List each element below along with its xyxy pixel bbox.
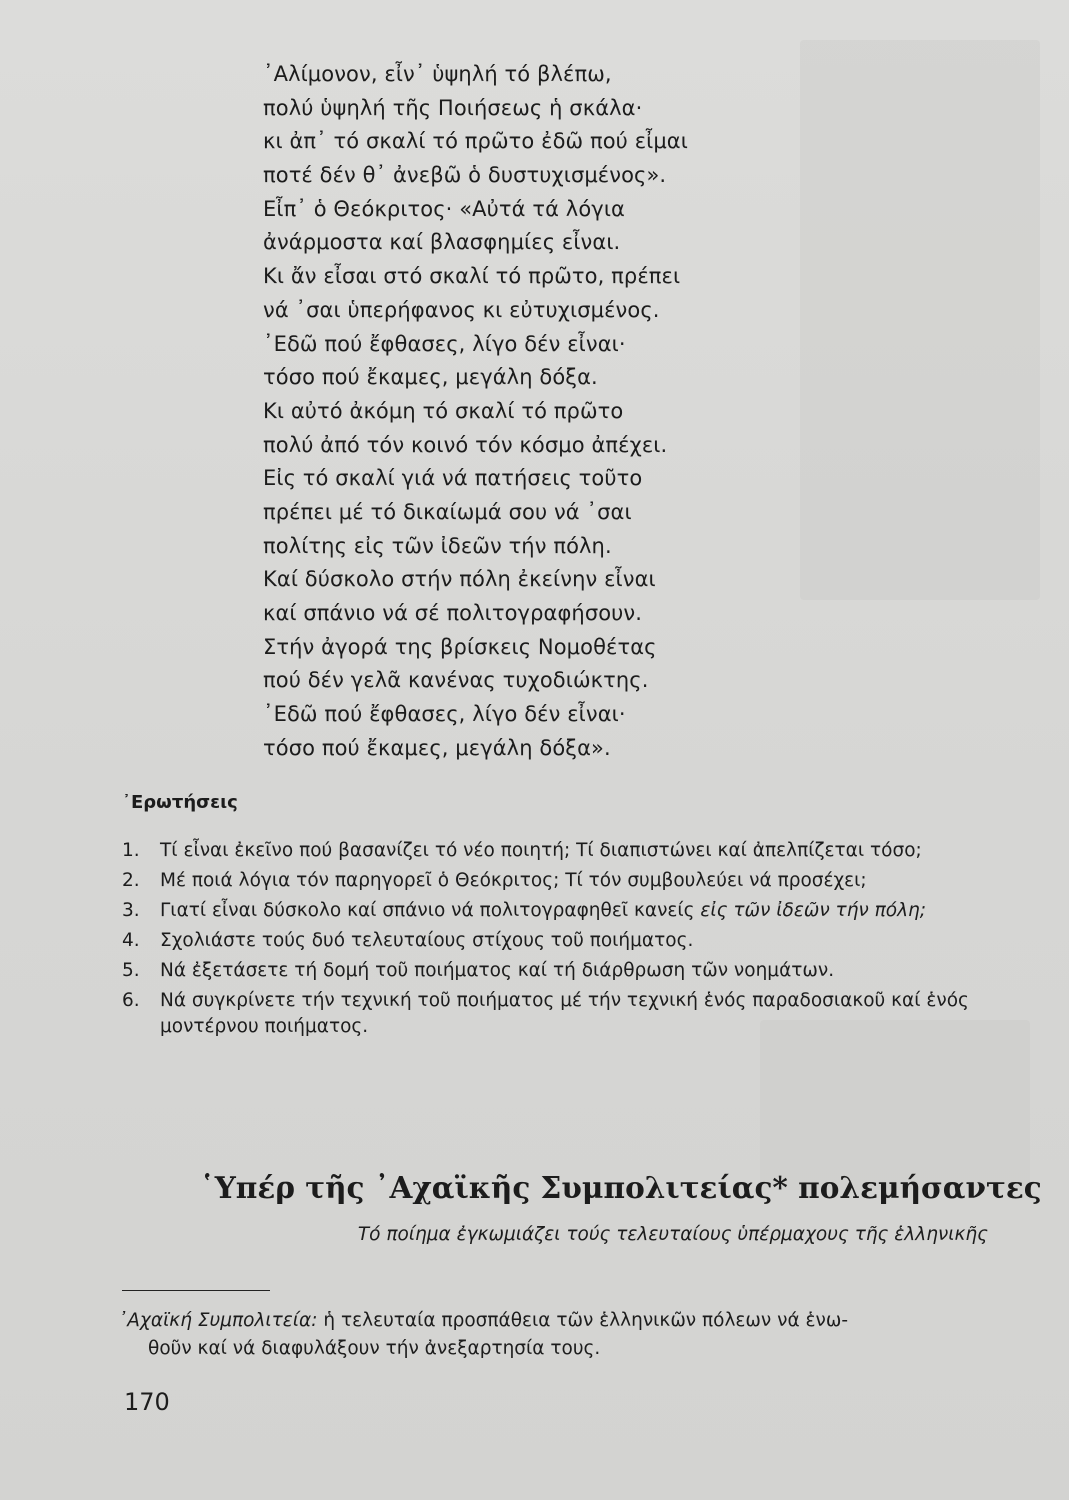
question-item: [122, 958, 1012, 984]
poem-line: Κι αὐτό ἀκόμη τό σκαλί τό πρῶτο: [263, 398, 624, 423]
poem-line: καί σπάνιο νά σέ πολιτογραφήσουν.: [263, 601, 643, 625]
question-text: Σχολιάστε τούς δυό τελευταίους στίχους τοῦ ποιήματος.: [160, 930, 694, 951]
question-number: 1.: [122, 840, 140, 861]
next-poem-title: ῾Υπέρ τῆς ᾿Αχαϊκῆς Συμπολιτείας* πολεμήσαντες: [200, 1170, 1042, 1205]
question-italic-phrase: εἰς τῶν ἰδεῶν τήν πόλη;: [700, 900, 926, 921]
question-text: Μέ ποιά λόγια τόν παρηγορεῖ ὁ Θεόκριτος; Τί τόν συμβουλεύει νά προσέχει;: [160, 870, 867, 891]
next-poem-intro: Τό ποίημα ἐγκωμιάζει τούς τελευταίους ὑπέρμαχους τῆς ἑλληνικῆς: [357, 1224, 988, 1245]
poem-line: Καί δύσκολο στήν πόλη ἐκείνην εἶναι: [263, 567, 656, 592]
footnote-text-line1: ἡ τελευταία προσπάθεια τῶν ἑλληνικῶν πόλεων νά ἑνω-: [323, 1310, 849, 1331]
question-number: 6.: [122, 990, 140, 1011]
poem-line: ᾿Εδῶ πού ἔφθασες, λίγο δέν εἶναι·: [263, 702, 626, 727]
poem-line: πρέπει μέ τό δικαίωμά σου νά ᾿σαι: [263, 499, 632, 524]
poem-line: ποτέ δέν θ᾿ ἀνεβῶ ὁ δυστυχισμένος».: [263, 163, 667, 188]
question-text-wrapper: [160, 898, 1012, 924]
poem-line: πολύ ἀπό τόν κοινό τόν κόσμο ἀπέχει.: [263, 432, 668, 457]
bleed-through-shape: [800, 40, 1040, 600]
footnote-divider: [122, 1290, 270, 1291]
question-text: Τί εἶναι ἐκεῖνο πού βασανίζει τό νέο ποιητή; Τί διαπιστώνει καί ἀπελπίζεται τόσο;: [160, 840, 922, 861]
poem-line: νά ᾿σαι ὑπερήφανος κι εὐτυχισμένος.: [263, 297, 660, 322]
poem-text: [263, 58, 823, 765]
page-number: 170: [124, 1388, 170, 1416]
question-item: [122, 898, 1012, 924]
poem-line: ᾿Αλίμονον, εἶν᾿ ὑψηλή τό βλέπω,: [263, 62, 612, 86]
question-number: 5.: [122, 960, 140, 981]
bleed-through-shape: [760, 1020, 1030, 1190]
poem-line: Εἰς τό σκαλί γιά νά πατήσεις τοῦτο: [263, 466, 643, 491]
question-item: [122, 838, 1012, 864]
poem-line: τόσο πού ἔκαμες, μεγάλη δόξα.: [263, 365, 598, 390]
questions-heading: ᾿Ερωτήσεις: [122, 792, 238, 813]
footnote: [118, 1307, 998, 1363]
footnote-term: ᾿Αχαϊκή Συμπολιτεία:: [118, 1310, 318, 1331]
question-item: [122, 868, 1012, 894]
poem-line: ᾿Εδῶ πού ἔφθασες, λίγο δέν εἶναι·: [263, 331, 626, 356]
question-item: [122, 988, 1012, 1040]
question-text: Νά συγκρίνετε τήν τεχνική τοῦ ποιήματος μέ τήν τεχνική ἑνός παραδοσιακοῦ καί ἑνός μοντέρνου ποιήματος.: [160, 990, 969, 1037]
footnote-text-line2: θοῦν καί νά διαφυλάξουν τήν ἀνεξαρτησία τους.: [148, 1338, 601, 1359]
poem-line: πού δέν γελᾶ κανένας τυχοδιώκτης.: [263, 668, 649, 693]
question-text: Γιατί εἶναι δύσκολο καί σπάνιο νά πολιτογραφηθεῖ κανείς: [160, 900, 695, 921]
poem-line: Εἶπ᾿ ὁ Θεόκριτος· «Αὐτά τά λόγια: [263, 196, 625, 221]
questions-list: [122, 838, 1012, 1044]
poem-line: πολύ ὑψηλή τῆς Ποιήσεως ἡ σκάλα·: [263, 95, 643, 120]
poem-line: τόσο πού ἔκαμες, μεγάλη δόξα».: [263, 735, 611, 760]
poem-line: ἀνάρμοστα καί βλασφημίες εἶναι.: [263, 230, 621, 255]
poem-line: Κι ἄν εἶσαι στό σκαλί τό πρῶτο, πρέπει: [263, 264, 681, 289]
question-number: 2.: [122, 870, 140, 891]
question-item: [122, 928, 1012, 954]
question-number: 4.: [122, 930, 140, 951]
poem-line: κι ἀπ᾿ τό σκαλί τό πρῶτο ἐδῶ πού εἶμαι: [263, 129, 688, 154]
question-number: 3.: [122, 900, 140, 921]
poem-line: Στήν ἀγορά της βρίσκεις Νομοθέτας: [263, 634, 657, 659]
question-text: Νά ἐξετάσετε τή δομή τοῦ ποιήματος καί τή διάρθρωση τῶν νοημάτων.: [160, 960, 835, 981]
poem-line: πολίτης εἰς τῶν ἰδεῶν τήν πόλη.: [263, 533, 612, 558]
